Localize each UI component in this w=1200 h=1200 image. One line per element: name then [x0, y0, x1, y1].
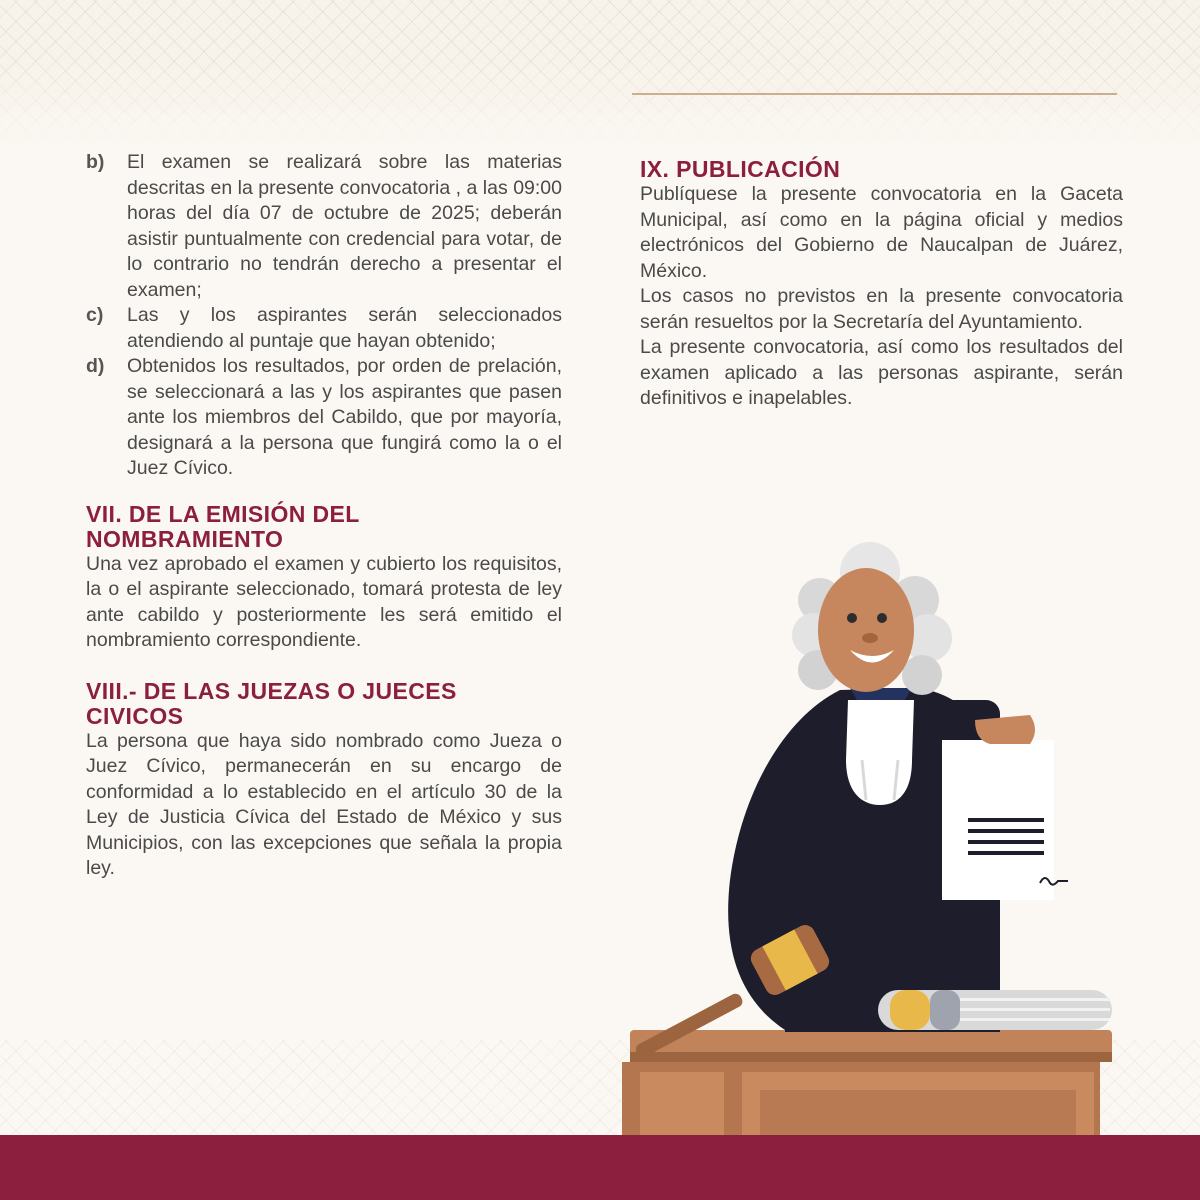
section-ix-paragraph-2: Los casos no previstos en la presente convocatoria serán resueltos por la Secretaría del Ayuntamiento.	[640, 285, 1123, 333]
list-text: Las y los aspirantes serán seleccionados atendiendo al puntaje que hayan obtenido;	[127, 304, 562, 352]
section-vii-title-line1: VII. DE LA EMISIÓN DEL	[86, 500, 360, 527]
judge-wig-right-3	[902, 655, 942, 695]
section-viii-title-line2: CIVICOS	[86, 702, 184, 729]
podium-top-shadow	[630, 1052, 1112, 1062]
judge-illustration	[600, 530, 1120, 1135]
document-line-2	[968, 829, 1044, 833]
judge-hand	[975, 715, 1035, 744]
section-vii-title-line2: NOMBRAMIENTO	[86, 525, 284, 552]
section-viii-title-line1: VIII.- DE LAS JUEZAS O JUECES	[86, 677, 457, 704]
section-ix-title: IX. PUBLICACIÓN	[640, 156, 841, 182]
left-column	[86, 150, 562, 882]
book-page-line-3	[960, 1018, 1110, 1021]
list-text: Obtenidos los resultados, por orden de prelación, se seleccionará a las y los aspirantes que pasen ante los miembros del Cabildo, que por mayoría, designará a la persona que fungirá como la o el Juez Cívico.	[127, 355, 562, 479]
podium-panel-left	[640, 1072, 724, 1135]
footer-bar	[0, 1135, 1200, 1200]
judge-ear	[821, 633, 839, 651]
header-pattern-fade	[0, 60, 1200, 150]
list-letter: d)	[86, 355, 105, 377]
section-ix-paragraph-1: Publíquese la presente convocatoria en la Gaceta Municipal, así como en la página oficial y medios electrónicos del Gobierno de Naucalpan de Juárez, México.	[640, 183, 1123, 282]
book-gray-band	[930, 990, 960, 1030]
right-column	[640, 150, 1123, 412]
list-text: El examen se realizará sobre las materias descritas en la presente convocatoria , a las 09:00 horas del día 07 de octubre de 2025; deberán asistir puntualmente con credencial para votar, de lo contrario no tendrán derecho a presentar el examen;	[127, 151, 562, 301]
judge-eye-right	[877, 613, 887, 623]
judge-eye-left	[847, 613, 857, 623]
podium-inset	[760, 1090, 1076, 1135]
document-line-4	[968, 851, 1044, 855]
document-line-3	[968, 840, 1044, 844]
section-viii-title	[86, 679, 562, 729]
section-vii-body: Una vez aprobado el examen y cubierto los requisitos, la o el aspirante seleccionado, tomará protesta de ley ante cabildo y posteriormente les será emitido el nombramiento correspondiente.	[86, 552, 562, 651]
book-yellow-band	[890, 990, 930, 1030]
gold-divider	[632, 93, 1117, 95]
book-page-line-1	[960, 998, 1110, 1001]
list-letter: b)	[86, 151, 105, 173]
book-page-line-2	[960, 1008, 1110, 1011]
judge-jabot	[846, 700, 914, 805]
section-ix-paragraph-3: La presente convocatoria, así como los resultados del examen aplicado a las personas aspirante, serán definitivos e inapelables.	[640, 336, 1123, 409]
judge-nose	[862, 633, 878, 643]
section-vii-title	[86, 502, 562, 552]
document-line-1	[968, 818, 1044, 822]
list-item-b	[86, 150, 562, 303]
list-letter: c)	[86, 304, 104, 326]
judge-face	[818, 568, 914, 692]
section-viii-body: La persona que haya sido nombrado como Jueza o Juez Cívico, permanecerán en su encargo de conformidad a lo establecido en el artículo 30 de la Ley de Justicia Cívica del Estado de México y sus Municipios, con las excepciones que señala la propia ley.	[86, 729, 562, 879]
list-item-c	[86, 303, 562, 354]
list-item-d	[86, 354, 562, 482]
